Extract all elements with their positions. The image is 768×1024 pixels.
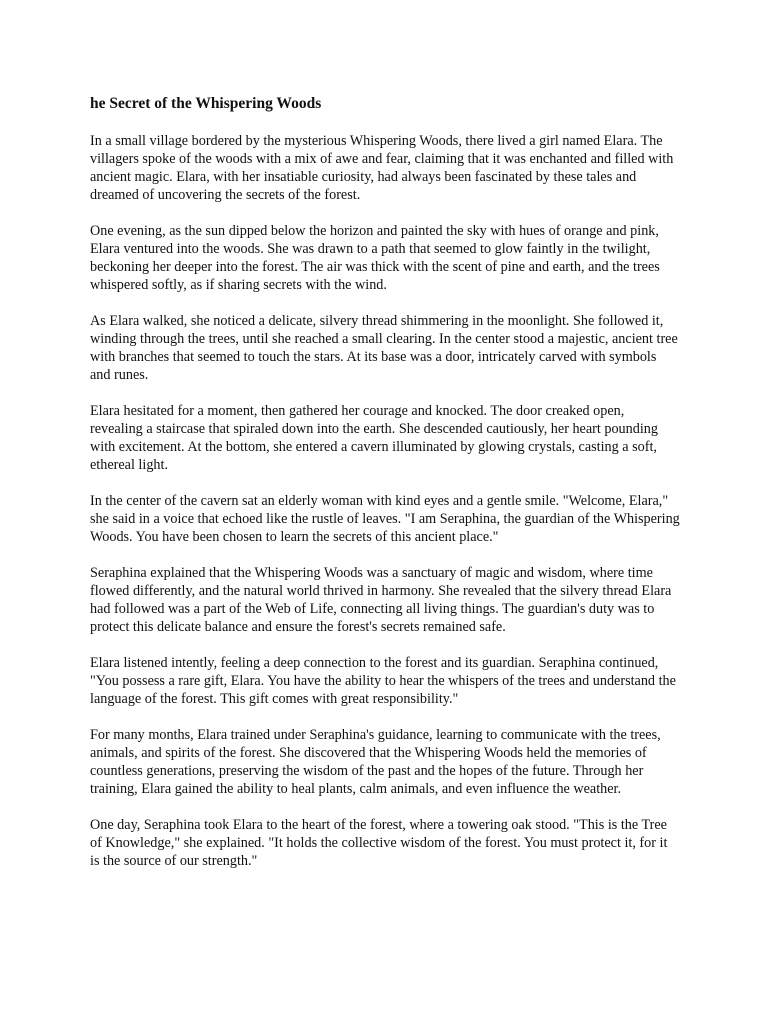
paragraph: Elara hesitated for a moment, then gathered her courage and knocked. The door creaked open, revealing a staircase that spiraled down into the earth. She descended cautiously, her heart pounding with excitement. At the bottom, she entered a cavern illuminated by glowing crystals, casting a soft, ethereal light. [90,403,658,473]
document-body [90,94,680,888]
paragraph: In a small village bordered by the mysterious Whispering Woods, there lived a girl named Elara. The villagers spoke of the woods with a mix of awe and fear, claiming that it was enchanted and filled with ancient magic. Elara, with her insatiable curiosity, had always been fascinated by these tales and dreamed of uncovering the secrets of the forest. [90,133,674,203]
paragraph: Seraphina explained that the Whispering Woods was a sanctuary of magic and wisdom, where time flowed differently, and the natural world thrived in harmony. She revealed that the silvery thread Elara had followed was a part of the Web of Life, connecting all living things. The guardian's duty was to protect this delicate balance and ensure the forest's secrets remained safe. [90,565,672,635]
document-title: he Secret of the Whispering Woods [90,95,322,112]
paragraph: Elara listened intently, feeling a deep connection to the forest and its guardian. Seraphina continued, "You possess a rare gift, Elara. You have the ability to hear the whispers of the trees and understand the language of the forest. This gift comes with great responsibility." [90,655,676,707]
paragraph: As Elara walked, she noticed a delicate, silvery thread shimmering in the moonlight. She followed it, winding through the trees, until she reached a small clearing. In the center stood a majestic, ancient tree with branches that seemed to touch the stars. At its base was a door, intricately carved with symbols and runes. [90,313,678,383]
paragraph: In the center of the cavern sat an elderly woman with kind eyes and a gentle smile. "Welcome, Elara," she said in a voice that echoed like the rustle of leaves. "I am Seraphina, the guardian of the Whispering Woods. You have been chosen to learn the secrets of this ancient place." [90,493,680,545]
paragraph: For many months, Elara trained under Seraphina's guidance, learning to communicate with the trees, animals, and spirits of the forest. She discovered that the Whispering Woods held the memories of countless generations, preserving the wisdom of the past and the hopes of the future. Through her training, Elara gained the ability to heal plants, calm animals, and even influence the weather. [90,727,661,797]
paragraph: One day, Seraphina took Elara to the heart of the forest, where a towering oak stood. "This is the Tree of Knowledge," she explained. "It holds the collective wisdom of the forest. You must protect it, for it is the source of our strength." [90,817,668,869]
paragraph: One evening, as the sun dipped below the horizon and painted the sky with hues of orange and pink, Elara ventured into the woods. She was drawn to a path that seemed to glow faintly in the twilight, beckoning her deeper into the forest. The air was thick with the scent of pine and earth, and the trees whispered softly, as if sharing secrets with the wind. [90,223,660,293]
